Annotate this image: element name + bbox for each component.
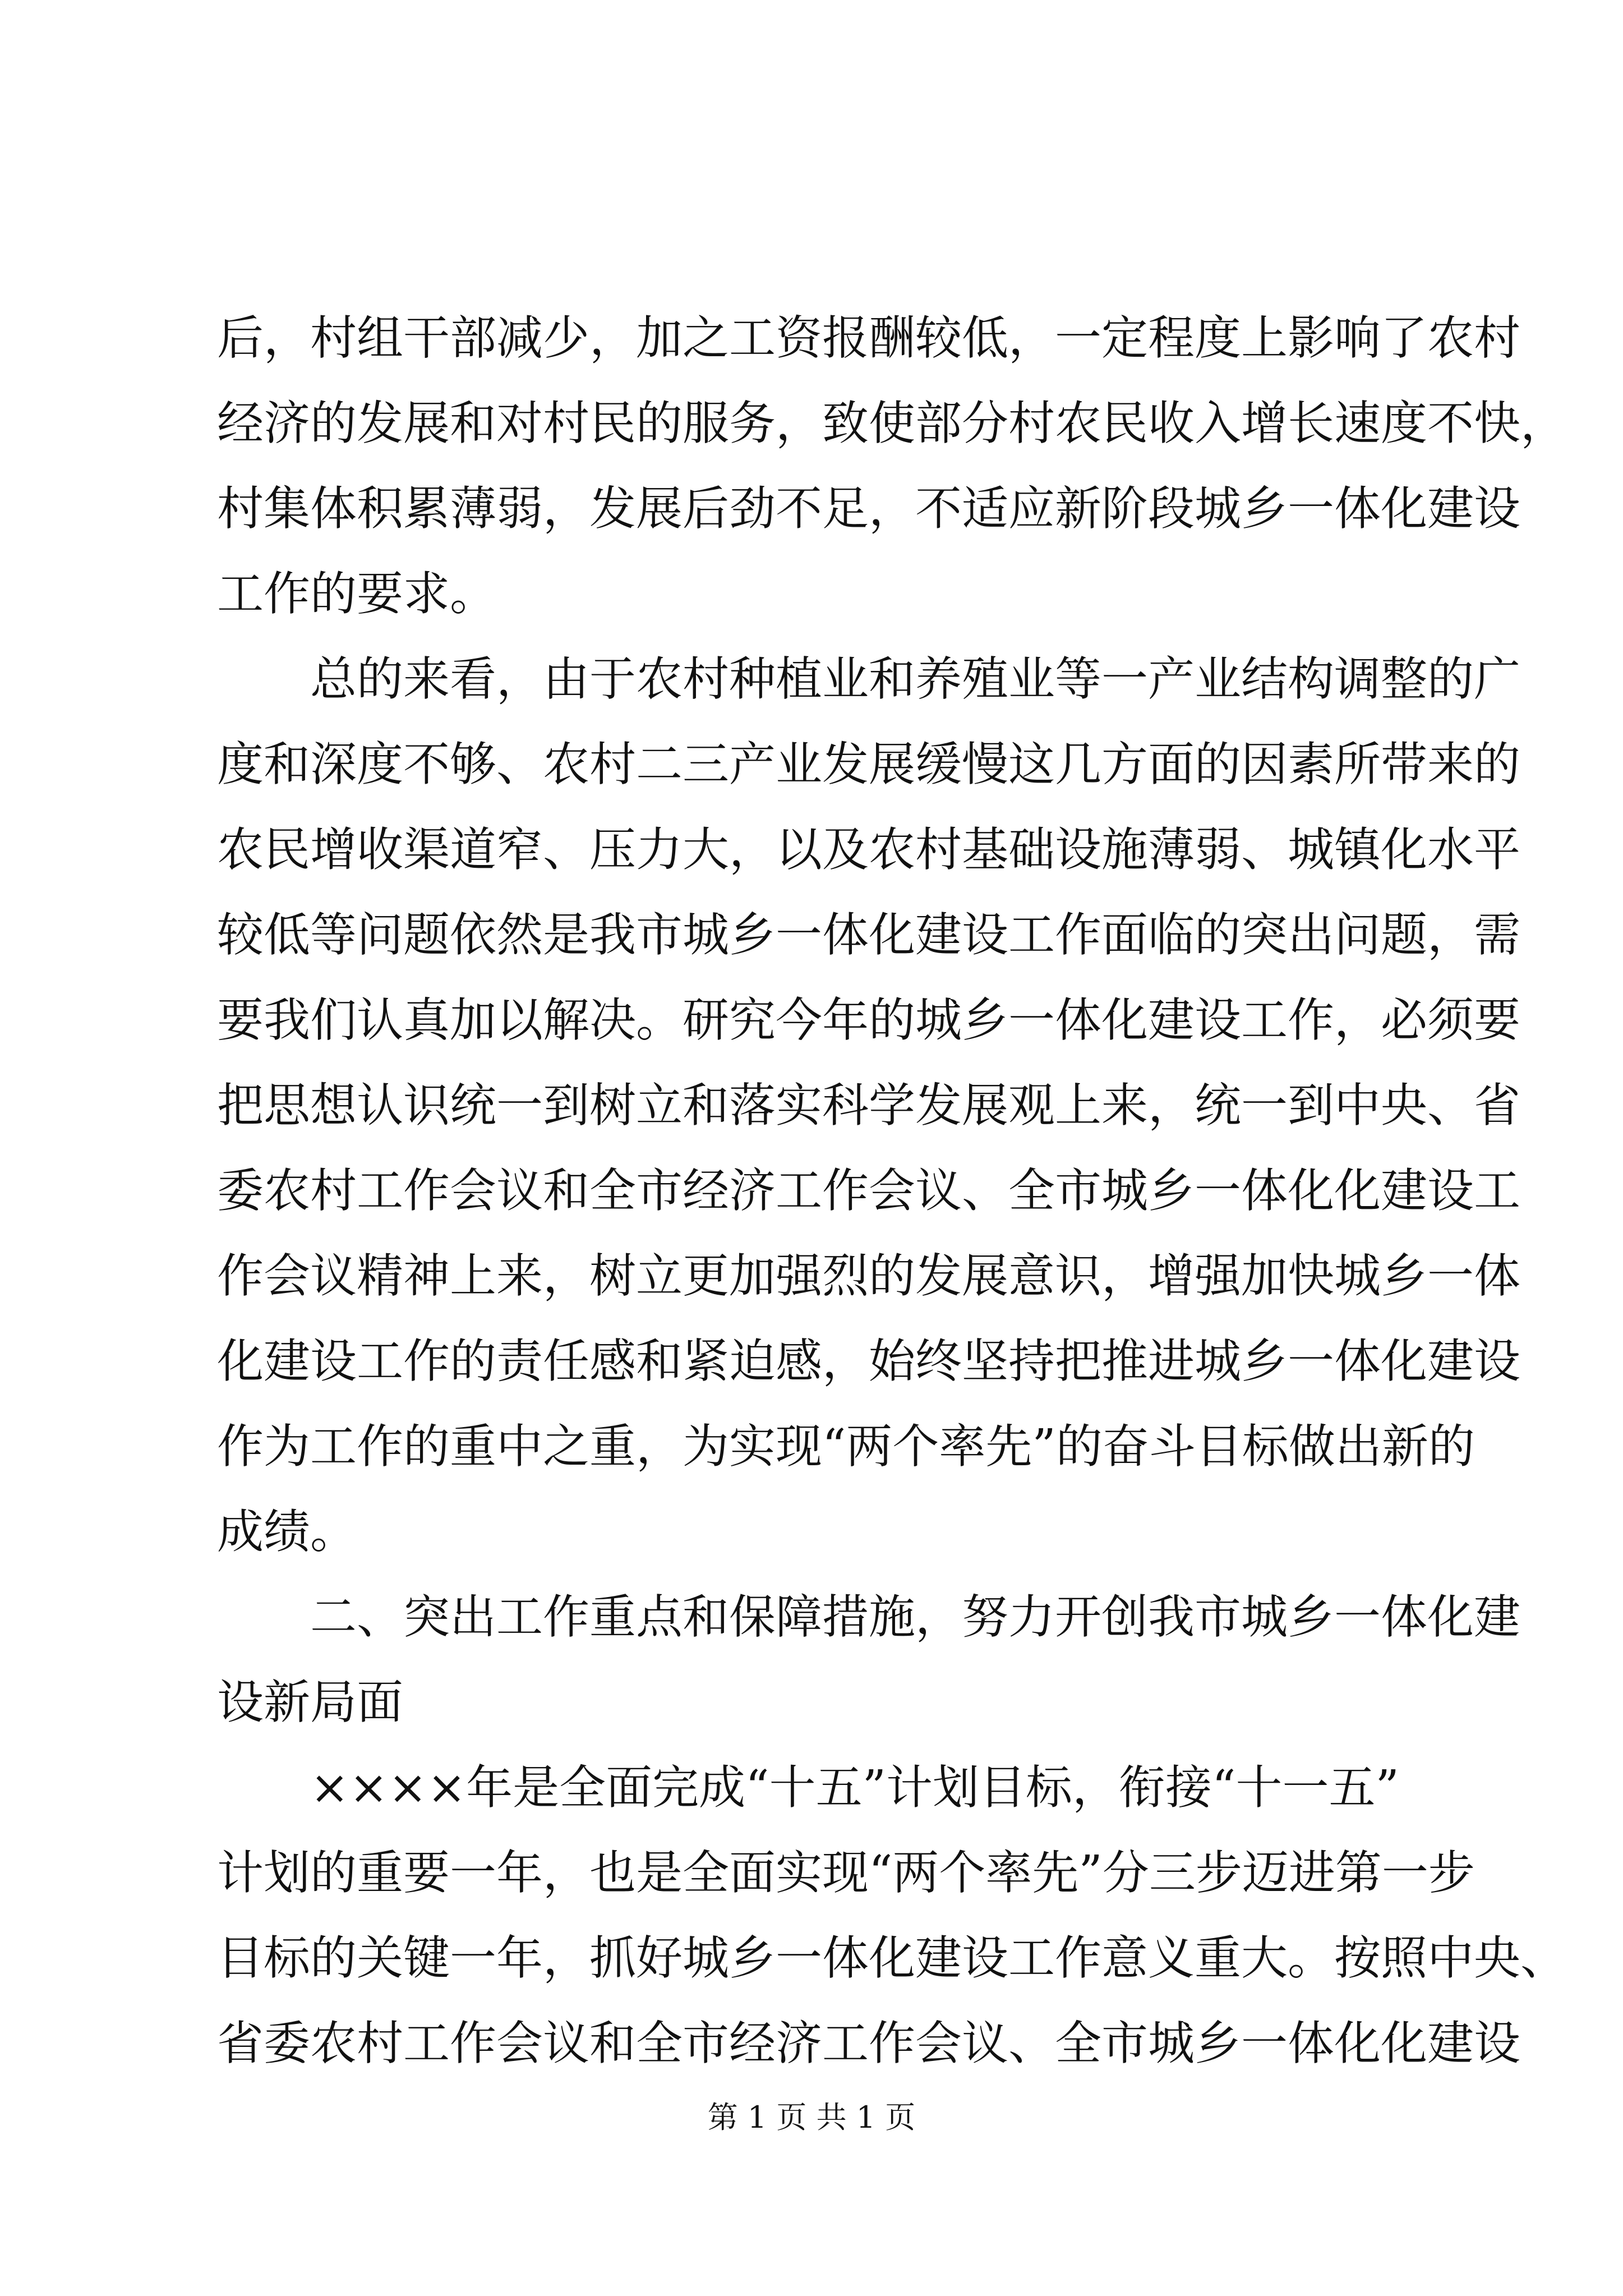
text-line: 工作的要求。 — [217, 567, 496, 621]
text-line: 委农村工作会议和全市经济工作会议、全市城乡一体化化建设工 — [217, 1163, 1520, 1218]
text-line: 目标的关键一年，抓好城乡一体化建设工作意义重大。按照中央、 — [217, 1931, 1567, 1985]
text-line: 计划的重要一年，也是全面实现“两个率先”分三步迈进第一步 — [217, 1846, 1475, 1900]
section-heading-line: 设新局面 — [217, 1675, 403, 1729]
paragraph-first-line: 总的来看，由于农村种植业和养殖业等一产业结构调整的广 — [310, 652, 1520, 706]
text-line: 作为工作的重中之重，为实现“两个率先”的奋斗目标做出新的 — [217, 1419, 1475, 1474]
text-line: 经济的发展和对村民的服务，致使部分村农民收入增长速度不快， — [217, 396, 1567, 450]
text-line: 较低等问题依然是我市城乡一体化建设工作面临的突出问题，需 — [217, 908, 1520, 962]
page-number: 第 1 页 共 1 页 — [707, 2100, 916, 2135]
text-line: 农民增收渠道窄、压力大，以及农村基础设施薄弱、城镇化水平 — [217, 822, 1520, 877]
text-line: 度和深度不够、农村二三产业发展缓慢这几方面的因素所带来的 — [217, 737, 1520, 792]
text-line: 把思想认识统一到树立和落实科学发展观上来，统一到中央、省 — [217, 1078, 1520, 1133]
section-heading-line: 二、突出工作重点和保障措施，努力开创我市城乡一体化建 — [310, 1590, 1520, 1644]
text-line: 化建设工作的责任感和紧迫感，始终坚持把推进城乡一体化建设 — [217, 1334, 1520, 1388]
text-line: 村集体积累薄弱，发展后劲不足，不适应新阶段城乡一体化建设 — [217, 481, 1520, 536]
paragraph-first-line: ××××年是全面完成“十五”计划目标，衔接“十一五” — [310, 1760, 1399, 1815]
text-line: 成绩。 — [217, 1504, 357, 1559]
text-line: 省委农村工作会议和全市经济工作会议、全市城乡一体化化建设 — [217, 2016, 1520, 2070]
text-line: 作会议精神上来，树立更加强烈的发展意识，增强加快城乡一体 — [217, 1249, 1520, 1303]
text-line: 后，村组干部减少，加之工资报酬较低，一定程度上影响了农村 — [217, 311, 1520, 365]
page-footer — [0, 2093, 1623, 2137]
text-line: 要我们认真加以解决。研究今年的城乡一体化建设工作，必须要 — [217, 993, 1520, 1047]
body-text — [217, 296, 1567, 2086]
